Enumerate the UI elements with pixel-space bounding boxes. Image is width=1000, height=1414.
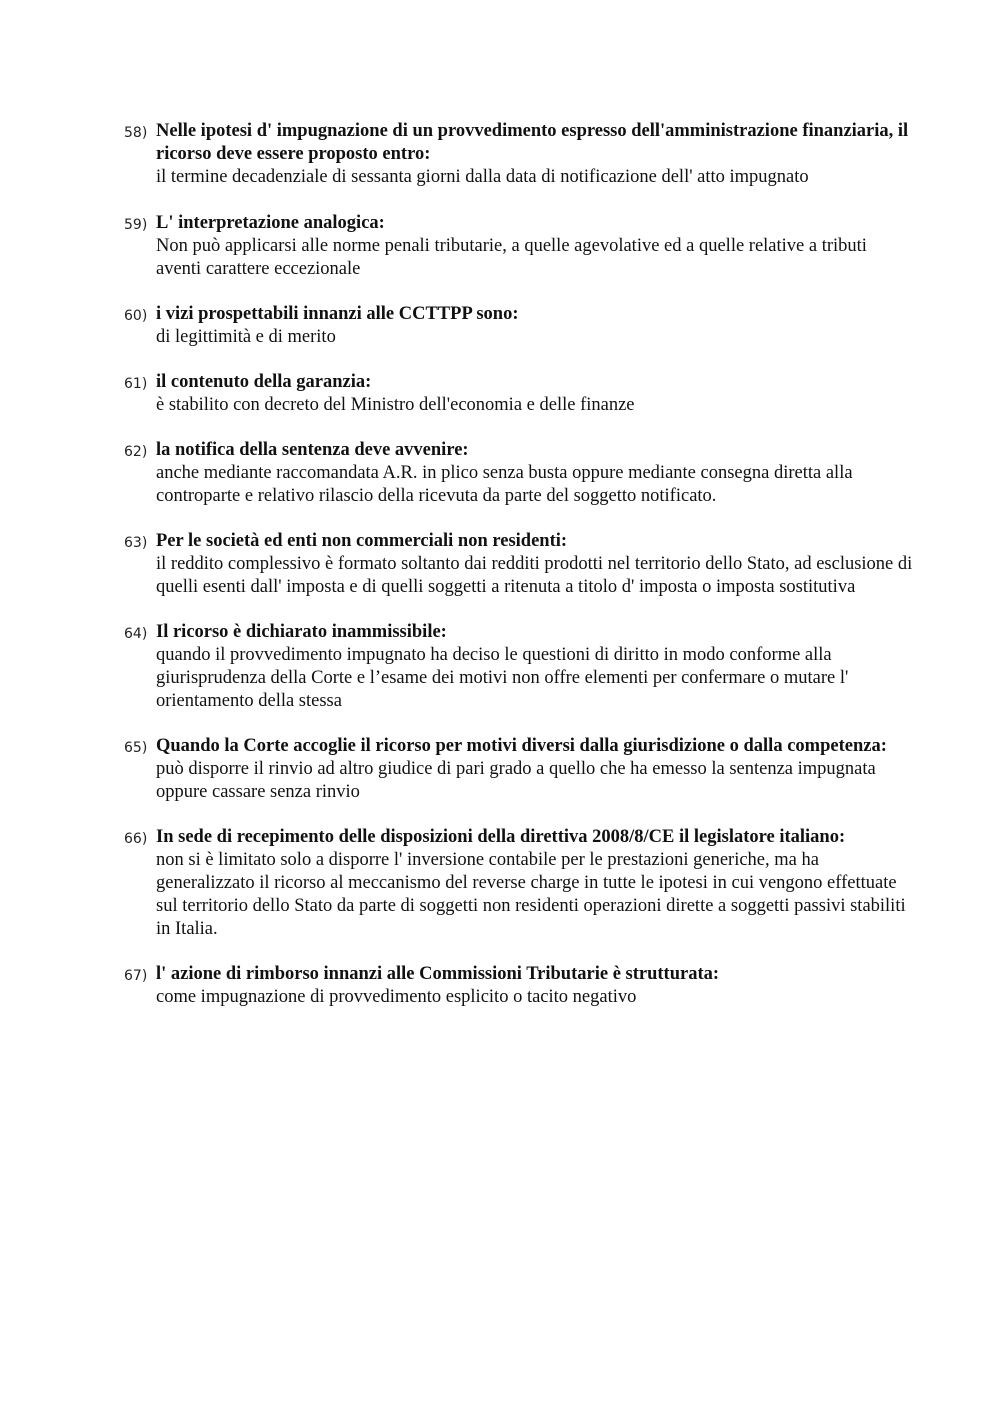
answer-text: Non può applicarsi alle norme penali tributarie, a quelle agevolative ed a quelle relative a tributi aventi carattere eccezionale (156, 236, 867, 279)
list-item (124, 439, 914, 508)
list-item (124, 120, 914, 189)
answer-text: può disporre il rinvio ad altro giudice di pari grado a quello che ha emesso la sentenza impugnata oppure cassare senza rinvio (156, 759, 876, 802)
question-text: il contenuto della garanzia: (156, 372, 372, 392)
item-number: 61) (124, 376, 148, 392)
answer-text: il termine decadenziale di sessanta giorni dalla data di notificazione dell' atto impugnato (156, 167, 809, 187)
list-item (124, 303, 914, 349)
item-number: 65) (124, 740, 148, 756)
answer-text: quando il provvedimento impugnato ha deciso le questioni di diritto in modo conforme alla giurisprudenza della Corte e l’esame dei motivi non offre elementi per confermare o mutare l' orientamento della stessa (156, 645, 849, 711)
answer-text: anche mediante raccomandata A.R. in plico senza busta oppure mediante consegna diretta alla controparte e relativo rilascio della ricevuta da parte del soggetto notificato. (156, 463, 853, 506)
item-number: 64) (124, 626, 148, 642)
question-text: Quando la Corte accoglie il ricorso per motivi diversi dalla giurisdizione o dalla competenza: (156, 736, 887, 756)
list-item (124, 530, 914, 599)
question-text: L' interpretazione analogica: (156, 213, 385, 233)
question-text: In sede di recepimento delle disposizioni della direttiva 2008/8/CE il legislatore italiano: (156, 827, 846, 847)
question-text: i vizi prospettabili innanzi alle CCTTPP sono: (156, 304, 519, 324)
list-item (124, 963, 914, 1009)
question-text: Per le società ed enti non commerciali non residenti: (156, 531, 568, 551)
question-text: l' azione di rimborso innanzi alle Commissioni Tributarie è strutturata: (156, 964, 720, 984)
question-text: Il ricorso è dichiarato inammissibile: (156, 622, 447, 642)
list-item (124, 735, 914, 804)
answer-text: come impugnazione di provvedimento esplicito o tacito negativo (156, 987, 637, 1007)
question-answer-list (124, 120, 914, 1031)
item-number: 66) (124, 831, 148, 847)
item-number: 67) (124, 968, 148, 984)
item-number: 58) (124, 125, 148, 141)
list-item (124, 371, 914, 417)
list-item (124, 621, 914, 713)
answer-text: il reddito complessivo è formato soltanto dai redditi prodotti nel territorio dello Stato, ad esclusione di quelli esenti dall' imposta e di quelli soggetti a ritenuta a titolo d' imposta o imposta sostitutiva (156, 554, 913, 597)
item-number: 60) (124, 308, 148, 324)
item-number: 59) (124, 217, 148, 233)
answer-text: non si è limitato solo a disporre l' inversione contabile per le prestazioni generiche, ma ha generalizzato il ricorso al meccanismo del reverse charge in tutte le ipotesi in cui vengono effettuate sul territorio dello Stato da parte di soggetti non residenti operazioni dirette a soggetti passivi stabiliti in Italia. (156, 850, 906, 939)
item-number: 63) (124, 535, 148, 551)
question-text: la notifica della sentenza deve avvenire: (156, 440, 469, 460)
answer-text: di legittimità e di merito (156, 327, 336, 347)
list-item (124, 826, 914, 941)
question-text: Nelle ipotesi d' impugnazione di un provvedimento espresso dell'amministrazione finanziaria, il ricorso deve essere proposto entro: (156, 121, 909, 164)
answer-text: è stabilito con decreto del Ministro dell'economia e delle finanze (156, 395, 635, 415)
item-number: 62) (124, 444, 148, 460)
list-item (124, 212, 914, 281)
